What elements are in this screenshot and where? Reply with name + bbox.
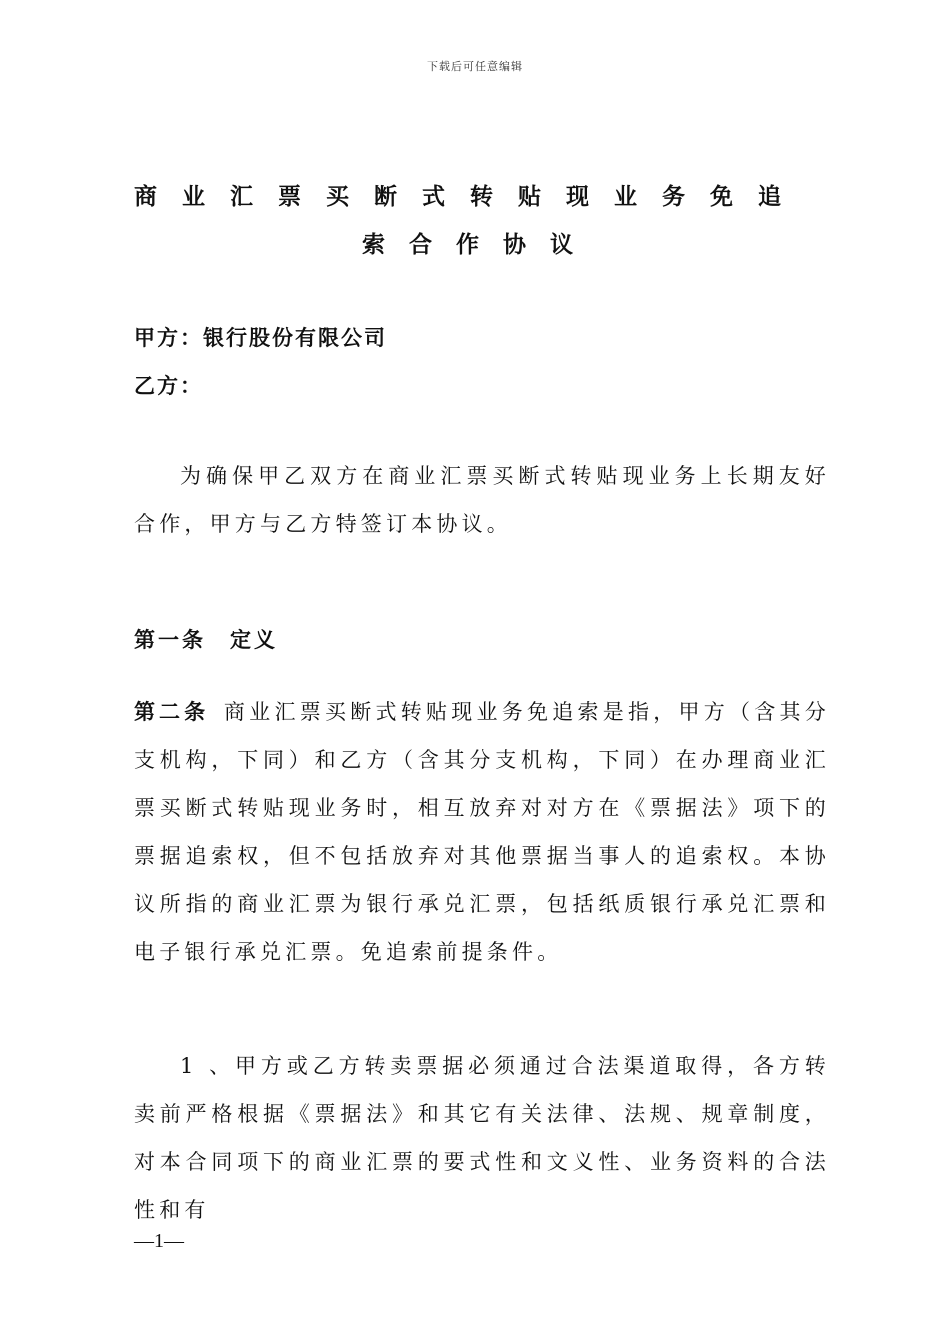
article-2-paragraph xyxy=(134,688,830,976)
document-title-line-2: 索合作协议 xyxy=(362,232,597,258)
item-1-paragraph: 1 、甲方或乙方转卖票据必须通过合法渠道取得，各方转卖前严格根据《票据法》和其它有关法律、法规、规章制度，对本合同项下的商业汇票的要式性和文义性、业务资料的合法性和有 xyxy=(134,1054,830,1222)
article-1-heading xyxy=(134,624,278,654)
article-2-label: 第二条 xyxy=(134,700,210,724)
article-2-text: 商业汇票买断式转贴现业务免追索是指，甲方（含其分支机构，下同）和乙方（含其分支机构，下同）在办理商业汇票买断式转贴现业务时，相互放弃对对方在《票据法》项下的票据追索权，但不包括放弃对其他票据当事人的追索权。本协议所指的商业汇票为银行承兑汇票，包括纸质银行承兑汇票和电子银行承兑汇票。免追索前提条件。 xyxy=(134,700,830,964)
article-1-label: 第一条 xyxy=(134,628,206,652)
article-1-title: 定义 xyxy=(230,628,278,652)
header-note: 下载后可任意编辑 xyxy=(427,60,523,73)
page-number: —1— xyxy=(134,1230,184,1252)
intro-paragraph: 为确保甲乙双方在商业汇票买断式转贴现业务上长期友好合作，甲方与乙方特签订本协议。 xyxy=(134,464,830,536)
party-a: 甲方：银行股份有限公司 xyxy=(134,326,387,350)
document-title-line-1: 商业汇票买断式转贴现业务免追 xyxy=(134,184,806,210)
party-b: 乙方： xyxy=(134,374,203,398)
